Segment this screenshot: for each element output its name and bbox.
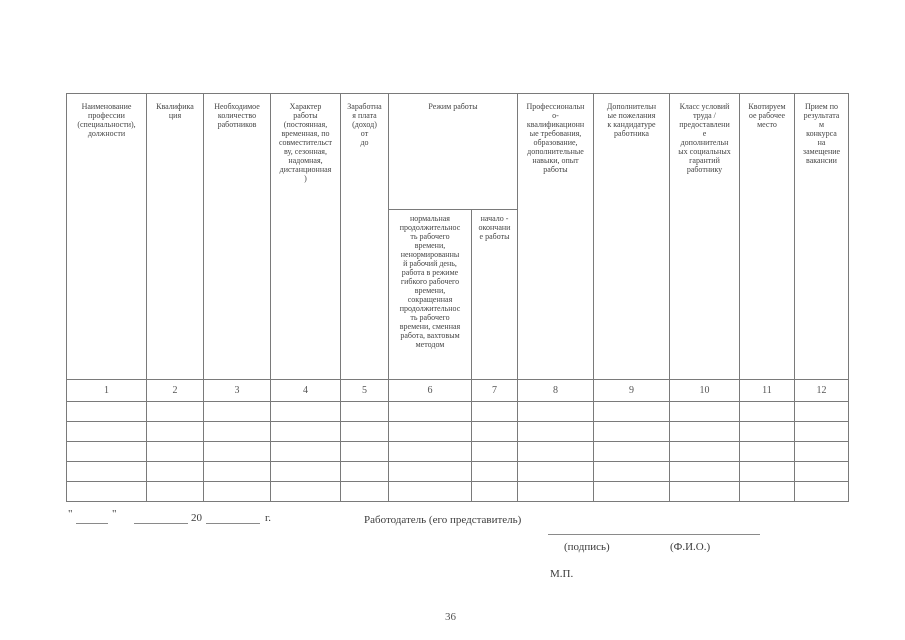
table-cell[interactable] xyxy=(341,442,389,462)
table-cell[interactable] xyxy=(271,482,341,502)
column-number: 8 xyxy=(518,380,594,402)
date-day-blank[interactable] xyxy=(76,523,108,524)
table-cell[interactable] xyxy=(389,462,472,482)
table-cell[interactable] xyxy=(518,482,594,502)
table-cell[interactable] xyxy=(67,462,147,482)
signature-blank-line[interactable] xyxy=(548,534,760,535)
table-cell[interactable] xyxy=(341,482,389,502)
column-number: 1 xyxy=(67,380,147,402)
table-cell[interactable] xyxy=(795,442,849,462)
table-cell[interactable] xyxy=(389,422,472,442)
table-cell[interactable] xyxy=(670,462,740,482)
column-number: 3 xyxy=(204,380,271,402)
subheader-work-hours-mode: нормальная продолжительнос ть рабочего времени, ненормированны й рабочий день, работа в режиме гибкого рабочего времени, сокращенная продолжительнос ть рабочего времени, сменная работа, вахтовым методом xyxy=(389,210,472,380)
header-quota-workplace: Квотируем ое рабочее место xyxy=(740,94,795,380)
column-number: 6 xyxy=(389,380,472,402)
table-cell[interactable] xyxy=(204,462,271,482)
table-cell[interactable] xyxy=(740,442,795,462)
table-cell[interactable] xyxy=(147,482,204,502)
table-cell[interactable] xyxy=(795,462,849,482)
table-cell[interactable] xyxy=(518,442,594,462)
column-number-row xyxy=(67,380,849,402)
table-cell[interactable] xyxy=(740,482,795,502)
table-row xyxy=(67,482,849,502)
table-cell[interactable] xyxy=(147,402,204,422)
table-cell[interactable] xyxy=(740,462,795,482)
subheader-start-end-time: начало - окончани е работы xyxy=(472,210,518,380)
table-cell[interactable] xyxy=(204,402,271,422)
table-cell[interactable] xyxy=(204,482,271,502)
table-row xyxy=(67,442,849,462)
header-competition-hiring: Прием по результата м конкурса на замещение вакансии xyxy=(795,94,849,380)
table-cell[interactable] xyxy=(472,442,518,462)
table-cell[interactable] xyxy=(389,442,472,462)
table-cell[interactable] xyxy=(389,402,472,422)
employer-label: Работодатель (его представитель) xyxy=(364,514,522,526)
table-cell[interactable] xyxy=(341,422,389,442)
table-cell[interactable] xyxy=(341,402,389,422)
date-close-quote: " xyxy=(112,508,117,520)
header-required-count: Необходимое количество работников xyxy=(204,94,271,380)
table-cell[interactable] xyxy=(518,402,594,422)
table-cell[interactable] xyxy=(594,402,670,422)
table-cell[interactable] xyxy=(518,422,594,442)
page-number: 36 xyxy=(445,611,456,623)
table-cell[interactable] xyxy=(271,422,341,442)
table-cell[interactable] xyxy=(518,462,594,482)
table-cell[interactable] xyxy=(670,402,740,422)
table-cell[interactable] xyxy=(204,422,271,442)
table-cell[interactable] xyxy=(271,442,341,462)
column-number: 7 xyxy=(472,380,518,402)
table-cell[interactable] xyxy=(67,442,147,462)
table-cell[interactable] xyxy=(204,442,271,462)
table-row xyxy=(67,422,849,442)
table-cell[interactable] xyxy=(472,462,518,482)
table-cell[interactable] xyxy=(795,482,849,502)
date-year-prefix: 20 xyxy=(191,512,202,524)
table-cell[interactable] xyxy=(472,482,518,502)
table-cell[interactable] xyxy=(795,422,849,442)
table-cell[interactable] xyxy=(594,442,670,462)
date-month-blank[interactable] xyxy=(134,523,188,524)
table-cell[interactable] xyxy=(670,422,740,442)
table-cell[interactable] xyxy=(594,482,670,502)
table-header-row xyxy=(67,94,849,210)
column-number: 5 xyxy=(341,380,389,402)
table-cell[interactable] xyxy=(670,482,740,502)
column-number: 9 xyxy=(594,380,670,402)
table-cell[interactable] xyxy=(740,402,795,422)
signature-label: (подпись) xyxy=(564,541,610,553)
table-row xyxy=(67,462,849,482)
table-cell[interactable] xyxy=(147,462,204,482)
table-cell[interactable] xyxy=(271,462,341,482)
header-working-conditions: Класс условий труда / предоставлени е дополнительн ых социальных гарантий работнику xyxy=(670,94,740,380)
header-qualification: Квалифика ция xyxy=(147,94,204,380)
column-number: 4 xyxy=(271,380,341,402)
table-row xyxy=(67,402,849,422)
table-cell[interactable] xyxy=(389,482,472,502)
header-profession: Наименование профессии (специальности), должности xyxy=(67,94,147,380)
table-cell[interactable] xyxy=(795,402,849,422)
vacancy-table xyxy=(66,93,849,502)
date-open-quote: " xyxy=(68,508,73,520)
date-year-suffix: г. xyxy=(265,512,272,524)
table-cell[interactable] xyxy=(594,462,670,482)
stamp-label: М.П. xyxy=(550,568,574,580)
date-year-blank[interactable] xyxy=(206,523,260,524)
header-work-schedule: Режим работы xyxy=(389,94,518,210)
table-cell[interactable] xyxy=(67,482,147,502)
column-number: 12 xyxy=(795,380,849,402)
table-cell[interactable] xyxy=(67,422,147,442)
table-cell[interactable] xyxy=(147,422,204,442)
table-cell[interactable] xyxy=(472,422,518,442)
table-cell[interactable] xyxy=(740,422,795,442)
table-cell[interactable] xyxy=(147,442,204,462)
header-salary: Заработна я плата (доход) от до xyxy=(341,94,389,380)
header-additional-wishes: Дополнительн ые пожелания к кандидатуре работника xyxy=(594,94,670,380)
table-cell[interactable] xyxy=(472,402,518,422)
table-cell[interactable] xyxy=(67,402,147,422)
column-number: 2 xyxy=(147,380,204,402)
column-number: 11 xyxy=(740,380,795,402)
table-cell[interactable] xyxy=(670,442,740,462)
column-number: 10 xyxy=(670,380,740,402)
header-work-type: Характер работы (постоянная, временная, по совместительст ву, сезонная, надомная, дистанционная ) xyxy=(271,94,341,380)
header-requirements: Профессиональн о- квалификационн ые требования, образование, дополнительные навыки, опыт работы xyxy=(518,94,594,380)
full-name-label: (Ф.И.О.) xyxy=(670,541,711,553)
table-cell[interactable] xyxy=(271,402,341,422)
table-cell[interactable] xyxy=(341,462,389,482)
table-cell[interactable] xyxy=(594,422,670,442)
